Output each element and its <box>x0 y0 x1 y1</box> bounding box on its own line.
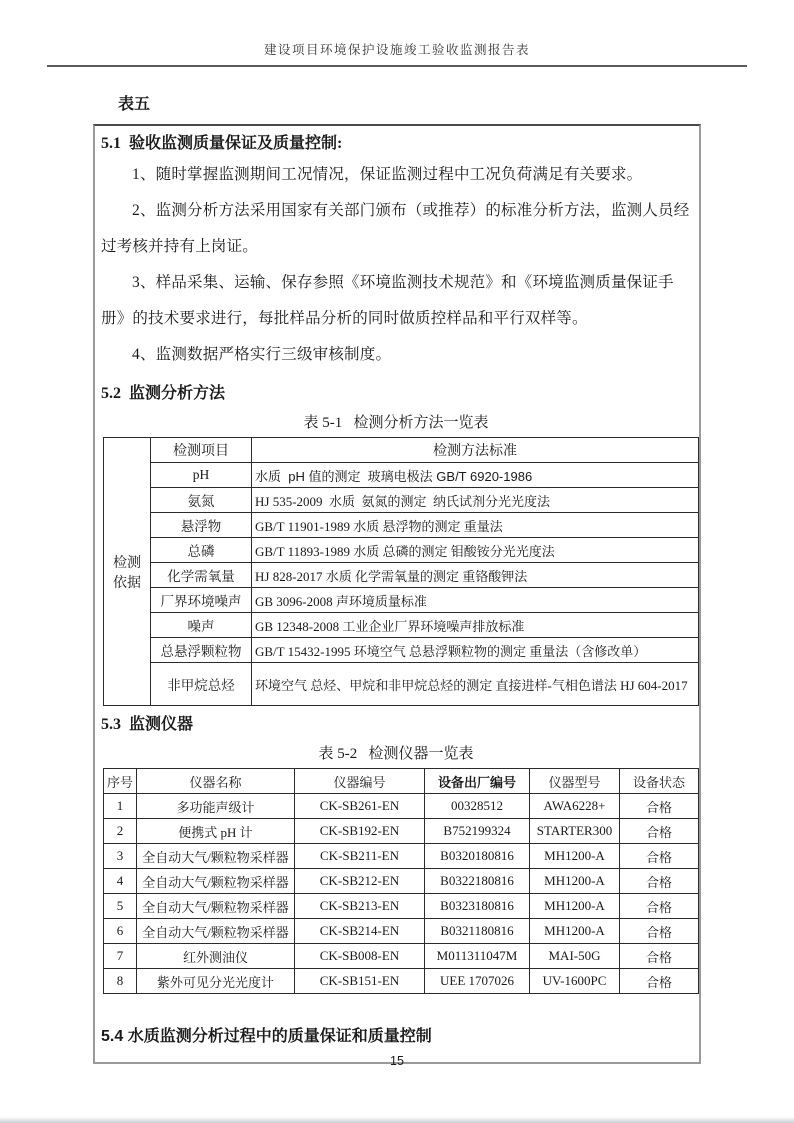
table-5-1-caption: 表 5-1 检测分析方法一览表 <box>303 415 489 431</box>
column-header: 仪器型号 <box>530 769 620 794</box>
model-cell: UV-1600PC <box>530 969 620 994</box>
column-header: 仪器名称 <box>137 769 295 794</box>
instrument-name-cell: 全自动大气/颗粒物采样器 <box>137 919 295 944</box>
instrument-code-cell: CK-SB212-EN <box>295 869 425 894</box>
section-5-1-paragraph: 2、监测分析方法采用国家有关部门颁布（或推荐）的标准分析方法，监测人员经过考核并持有上岗证。 <box>101 202 690 255</box>
item-cell: 总悬浮颗粒物 <box>151 638 252 663</box>
method-cell: GB 3096-2008 声环境质量标准 <box>252 588 699 613</box>
factory-number-cell: UEE 1707026 <box>425 969 530 994</box>
instrument-name-cell: 全自动大气/颗粒物采样器 <box>137 869 295 894</box>
running-header <box>47 40 747 67</box>
section-5-2-heading: 5.2 监测分析方法 <box>101 385 226 402</box>
instrument-code-cell: CK-SB192-EN <box>295 819 425 844</box>
model-cell: MH1200-A <box>530 894 620 919</box>
instrument-code-cell: CK-SB008-EN <box>295 944 425 969</box>
instrument-name-cell: 多功能声级计 <box>137 794 295 819</box>
model-cell: MH1200-A <box>530 919 620 944</box>
column-header: 序号 <box>104 769 137 794</box>
item-cell: 厂界环境噪声 <box>151 588 252 613</box>
method-cell: 环境空气 总烃、甲烷和非甲烷总烃的测定 直接进样-气相色谱法 HJ 604-2017 <box>252 663 699 706</box>
merged-row-header-cell: 检测依据 <box>104 438 151 706</box>
factory-number-cell: M011311047M <box>425 944 530 969</box>
item-cell: 总磷 <box>151 538 252 563</box>
item-cell: 悬浮物 <box>151 513 252 538</box>
column-header: 设备状态 <box>620 769 699 794</box>
table-row <box>104 488 699 513</box>
method-cell: 水质 pH 值的测定 玻璃电极法 GB/T 6920-1986 <box>252 463 699 488</box>
instrument-code-cell: CK-SB213-EN <box>295 894 425 919</box>
instrument-name-cell: 紫外可见分光光度计 <box>137 969 295 994</box>
table-row <box>104 894 699 919</box>
method-cell: GB/T 15432-1995 环境空气 总悬浮颗粒物的测定 重量法（含修改单） <box>252 638 699 663</box>
table-row <box>104 944 699 969</box>
factory-number-cell: B0320180816 <box>425 844 530 869</box>
instrument-name-cell: 便携式 pH 计 <box>137 819 295 844</box>
status-cell: 合格 <box>620 969 699 994</box>
method-cell: HJ 535-2009 水质 氨氮的测定 纳氏试剂分光光度法 <box>252 488 699 513</box>
factory-number-cell: B0323180816 <box>425 894 530 919</box>
section-5-1-paragraph: 3、样品采集、运输、保存参照《环境监测技术规范》和《环境监测质量保证手册》的技术要求进行，每批样品分析的同时做质控样品和平行双样等。 <box>101 274 674 327</box>
page-bottom-edge <box>0 1117 794 1123</box>
table-five-label: 表五 <box>118 96 151 113</box>
status-cell: 合格 <box>620 944 699 969</box>
item-cell: pH <box>151 463 252 488</box>
table-row <box>104 844 699 869</box>
serial-cell: 1 <box>104 794 137 819</box>
column-header: 仪器编号 <box>295 769 425 794</box>
section-5-1-paragraph: 1、随时掌握监测期间工况情况，保证监测过程中工况负荷满足有关要求。 <box>132 166 643 183</box>
instrument-name-cell: 红外测油仪 <box>137 944 295 969</box>
model-cell: MH1200-A <box>530 844 620 869</box>
table-row <box>104 513 699 538</box>
status-cell: 合格 <box>620 869 699 894</box>
table-row <box>104 438 699 463</box>
method-cell: HJ 828-2017 水质 化学需氧量的测定 重铬酸钾法 <box>252 563 699 588</box>
running-header-title: 建设项目环境保护设施竣工验收监测报告表 <box>263 43 530 57</box>
table-row <box>104 563 699 588</box>
section-5-3-heading: 5.3 监测仪器 <box>101 716 194 733</box>
instrument-code-cell: CK-SB261-EN <box>295 794 425 819</box>
item-cell: 氨氮 <box>151 488 252 513</box>
method-cell: GB 12348-2008 工业企业厂界环境噪声排放标准 <box>252 613 699 638</box>
column-header-item: 检测项目 <box>151 438 252 463</box>
table-row <box>104 463 699 488</box>
column-header-standard: 检测方法标准 <box>252 438 699 463</box>
section-5-1-heading: 5.1 验收监测质量保证及质量控制: <box>101 135 343 152</box>
table-row <box>104 638 699 663</box>
table-row <box>104 919 699 944</box>
serial-cell: 3 <box>104 844 137 869</box>
status-cell: 合格 <box>620 894 699 919</box>
item-cell: 噪声 <box>151 613 252 638</box>
status-cell: 合格 <box>620 919 699 944</box>
serial-cell: 5 <box>104 894 137 919</box>
serial-cell: 6 <box>104 919 137 944</box>
factory-number-cell: B0322180816 <box>425 869 530 894</box>
content-frame <box>93 124 701 1064</box>
instrument-code-cell: CK-SB211-EN <box>295 844 425 869</box>
table-5-2-caption: 表 5-2 检测仪器一览表 <box>318 746 474 762</box>
factory-number-cell: 00328512 <box>425 794 530 819</box>
instrument-name-cell: 全自动大气/颗粒物采样器 <box>137 894 295 919</box>
serial-cell: 8 <box>104 969 137 994</box>
table-5-2-instruments <box>103 768 699 994</box>
section-5-1-paragraph: 4、监测数据严格实行三级审核制度。 <box>132 346 392 363</box>
factory-number-cell: B0321180816 <box>425 919 530 944</box>
model-cell: MH1200-A <box>530 869 620 894</box>
page-number: 15 <box>390 1054 404 1068</box>
table-row <box>104 869 699 894</box>
table-5-1-methods <box>103 437 699 706</box>
table-row <box>104 538 699 563</box>
table-header-row <box>104 769 699 794</box>
model-cell: AWA6228+ <box>530 794 620 819</box>
method-cell: GB/T 11893-1989 水质 总磷的测定 钼酸铵分光光度法 <box>252 538 699 563</box>
instrument-code-cell: CK-SB214-EN <box>295 919 425 944</box>
status-cell: 合格 <box>620 844 699 869</box>
serial-cell: 2 <box>104 819 137 844</box>
instrument-name-cell: 全自动大气/颗粒物采样器 <box>137 844 295 869</box>
table-row <box>104 794 699 819</box>
status-cell: 合格 <box>620 819 699 844</box>
table-row <box>104 663 699 706</box>
table-row <box>104 819 699 844</box>
factory-number-cell: B752199324 <box>425 819 530 844</box>
table-row <box>104 588 699 613</box>
serial-cell: 7 <box>104 944 137 969</box>
status-cell: 合格 <box>620 794 699 819</box>
model-cell: STARTER300 <box>530 819 620 844</box>
model-cell: MAI-50G <box>530 944 620 969</box>
section-5-4-heading: 5.4 水质监测分析过程中的质量保证和质量控制 <box>101 1028 432 1045</box>
table-row <box>104 969 699 994</box>
method-cell: GB/T 11901-1989 水质 悬浮物的测定 重量法 <box>252 513 699 538</box>
item-cell: 非甲烷总烃 <box>151 663 252 706</box>
item-cell: 化学需氧量 <box>151 563 252 588</box>
instrument-code-cell: CK-SB151-EN <box>295 969 425 994</box>
column-header: 设备出厂编号 <box>425 769 530 794</box>
table-row <box>104 613 699 638</box>
serial-cell: 4 <box>104 869 137 894</box>
